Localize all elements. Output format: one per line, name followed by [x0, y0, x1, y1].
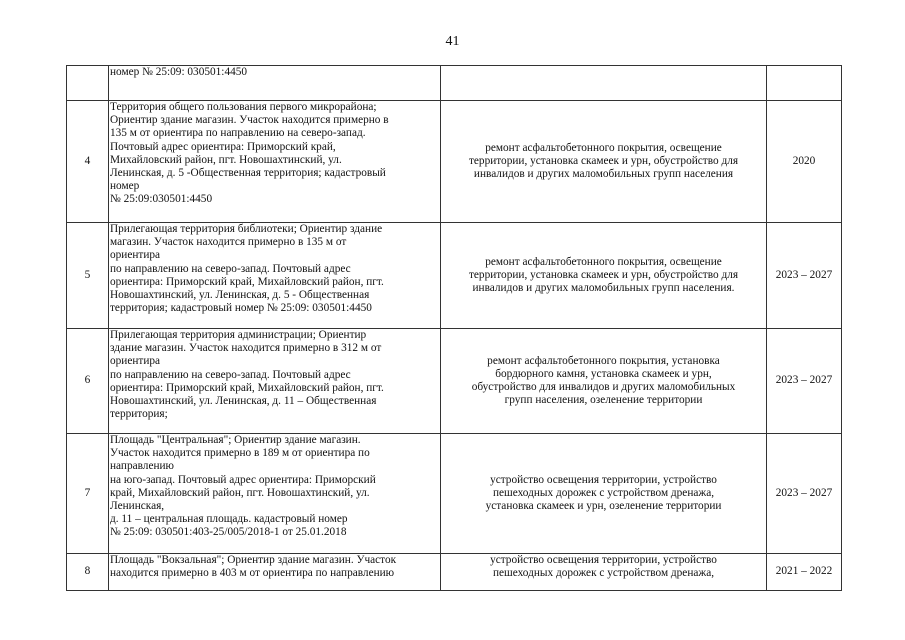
location-text-line: Прилегающая территория администрации; Ориентир	[110, 329, 367, 341]
location-text-line: ориентира	[110, 355, 161, 368]
works-text-line: установка скамеек и урн, озеленение территории	[485, 500, 722, 513]
location-text-line: номер	[110, 180, 140, 193]
table-row	[67, 434, 842, 554]
works-text-line: территории, установка скамеек и урн, обустройство для	[468, 268, 739, 281]
works-text-line: устройство освещения территории, устройство	[490, 473, 717, 486]
table-row	[67, 223, 842, 329]
works-text-line: бордюрного камня, установка скамеек и урн,	[495, 367, 712, 380]
location-text-line: Территория общего пользования первого микрорайона;	[110, 101, 377, 113]
period-cell: 2023 – 2027	[767, 223, 842, 329]
location-text-line: ориентира: Приморский край, Михайловский район, пгт.	[110, 275, 384, 288]
period-cell	[767, 66, 842, 101]
period-cell: 2023 – 2027	[767, 329, 842, 434]
location-text-line: Прилегающая территория библиотеки; Ориентир здание	[110, 223, 383, 235]
location-text-line: территория; кадастровый номер № 25:09: 030501:4450	[110, 302, 372, 315]
location-text-line: № 25:09:030501:4450	[110, 193, 213, 206]
location-text-line: Почтовый адрес ориентира: Приморский край,	[110, 140, 336, 153]
location-text-line: территория;	[110, 408, 168, 421]
location-text-line: Новошахтинский, ул. Ленинская, д. 5 - Общественная	[110, 289, 370, 302]
location-text-line: ориентира	[110, 249, 161, 262]
location-text-line: номер № 25:09: 030501:4450	[110, 66, 248, 78]
location-cell	[109, 223, 441, 329]
row-number-cell	[67, 66, 109, 101]
works-text-line: обустройство для инвалидов и других маломобильных	[471, 381, 736, 393]
works-cell	[441, 66, 767, 101]
table-body	[67, 66, 842, 591]
works-cell	[441, 101, 767, 223]
row-number-cell: 8	[67, 554, 109, 591]
works-text-line: ремонт асфальтобетонного покрытия, установка	[487, 354, 720, 367]
works-text-line: групп населения, озеленение территории	[504, 394, 703, 407]
location-text-line: ориентира: Приморский край, Михайловский район, пгт.	[110, 381, 384, 394]
location-text-line: Ленинская,	[110, 500, 165, 513]
table-row	[67, 66, 842, 101]
period-cell: 2023 – 2027	[767, 434, 842, 554]
location-text-line: на юго-запад. Почтовый адрес ориентира: Приморский	[110, 473, 376, 486]
row-number-cell: 5	[67, 223, 109, 329]
table-row	[67, 329, 842, 434]
works-text-line: территории, установка скамеек и урн, обустройство для	[468, 154, 739, 167]
location-text-line: Михайловский район, пгт. Новошахтинский, ул.	[110, 153, 342, 166]
works-text-line: ремонт асфальтобетонного покрытия, освещение	[485, 255, 722, 268]
works-cell	[441, 223, 767, 329]
period-cell: 2021 – 2022	[767, 554, 842, 591]
location-text-line: Ленинская, д. 5 -Общественная территория; кадастровый	[110, 167, 386, 180]
period-cell: 2020	[767, 101, 842, 223]
page-number: 41	[445, 34, 460, 49]
location-cell	[109, 554, 441, 591]
works-text-line: пешеходных дорожек с устройством дренажа,	[492, 486, 715, 499]
location-cell	[109, 434, 441, 554]
table-row	[67, 554, 842, 591]
works-text-line: пешеходных дорожек с устройством дренажа,	[492, 567, 715, 580]
location-text-line: № 25:09: 030501:403-25/005/2018-1 от 25.01.2018	[110, 526, 347, 539]
location-cell	[109, 329, 441, 434]
works-cell	[441, 554, 767, 591]
location-text-line: Новошахтинский, ул. Ленинская, д. 11 – Общественная	[110, 395, 377, 408]
location-text-line: край, Михайловский район, пгт. Новошахтинский, ул.	[110, 486, 370, 499]
table-row	[67, 101, 842, 223]
works-text-line: ремонт асфальтобетонного покрытия, освещение	[485, 141, 722, 154]
location-text-line: магазин. Участок находится примерно в 135 м от	[110, 236, 347, 249]
location-text-line: по направлению на северо-запад. Почтовый адрес	[110, 262, 351, 275]
works-text-line: инвалидов и других маломобильных групп населения	[473, 168, 734, 181]
improvement-plan-table	[66, 65, 842, 591]
works-cell	[441, 329, 767, 434]
location-text-line: по направлению на северо-запад. Почтовый адрес	[110, 368, 351, 381]
works-text-line: устройство освещения территории, устройство	[490, 554, 717, 566]
location-cell	[109, 101, 441, 223]
row-number-cell: 6	[67, 329, 109, 434]
location-text-line: находится примерно в 403 м от ориентира по направлению	[110, 567, 395, 580]
location-text-line: направлению	[110, 460, 174, 473]
location-text-line: д. 11 – центральная площадь. кадастровый номер	[110, 513, 348, 526]
works-text-line: инвалидов и других маломобильных групп населения.	[472, 282, 735, 295]
location-text-line: Площадь "Вокзальная"; Ориентир здание магазин. Участок	[110, 554, 397, 566]
location-text-line: Участок находится примерно в 189 м от ориентира по	[110, 447, 370, 460]
row-number-cell: 4	[67, 101, 109, 223]
location-text-line: 135 м от ориентира по направлению на северо-запад.	[110, 127, 366, 140]
location-cell	[109, 66, 441, 101]
location-text-line: здание магазин. Участок находится примерно в 312 м от	[110, 342, 382, 355]
location-text-line: Площадь "Центральная"; Ориентир здание магазин.	[110, 434, 361, 446]
location-text-line: Ориентир здание магазин. Участок находится примерно в	[110, 114, 389, 127]
row-number-cell: 7	[67, 434, 109, 554]
works-cell	[441, 434, 767, 554]
